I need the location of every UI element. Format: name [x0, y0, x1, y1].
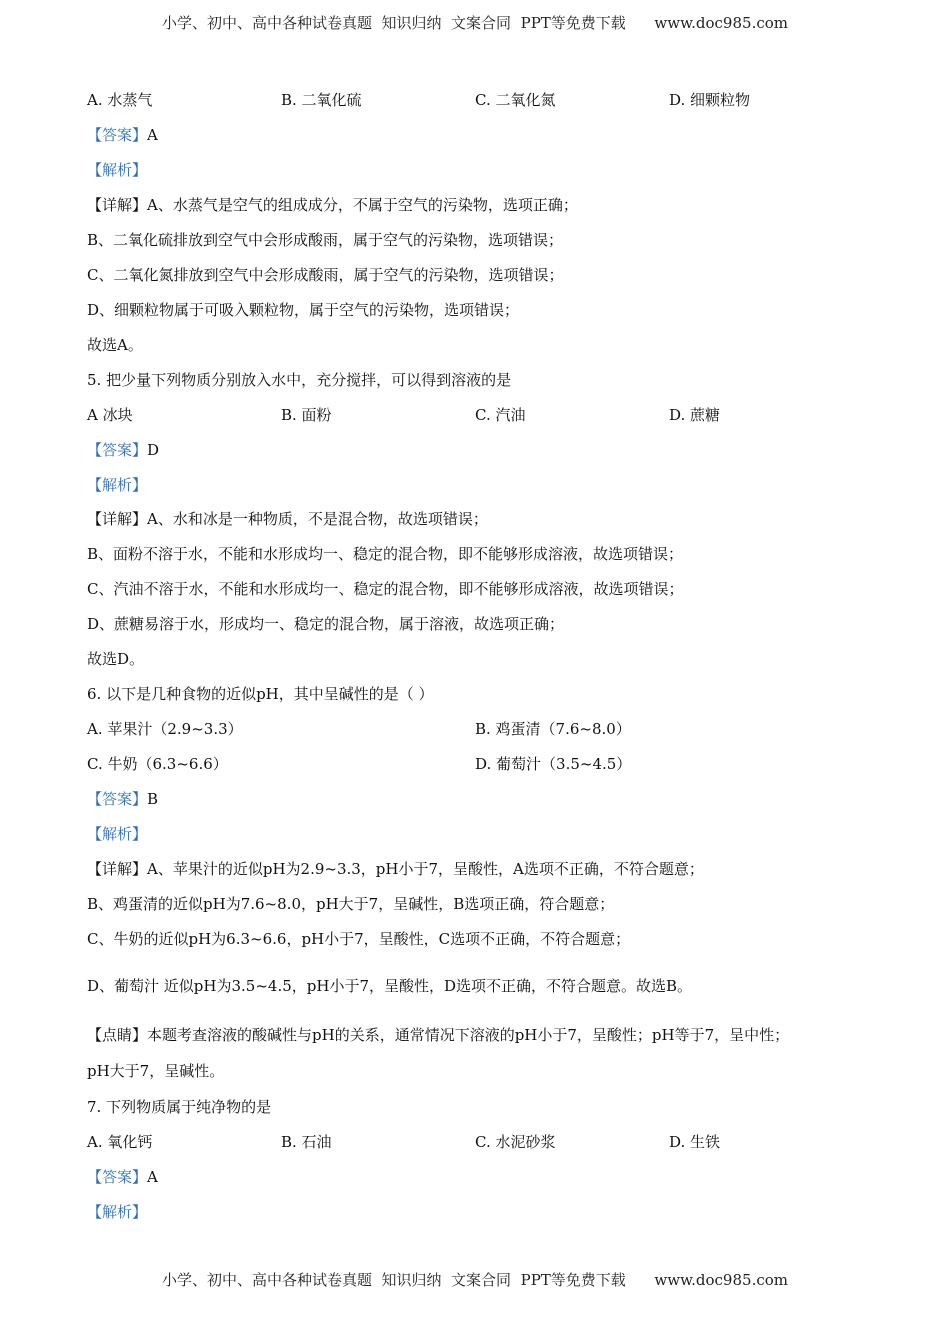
- q7-option-d: D. 生铁: [669, 1133, 721, 1151]
- page-footer: 小学、初中、高中各种试卷真题 知识归纳 文案合同 PPT等免费下载 www.doc985.com: [161, 1271, 788, 1289]
- q4-detail-line: D、细颗粒物属于可吸入颗粒物，属于空气的污染物，选项错误；: [87, 301, 520, 319]
- answer-tag: 【答案】: [87, 441, 148, 459]
- q6-option-d: D. 葡萄汁（3.5~4.5）: [475, 755, 632, 773]
- q5-option-a: A 冰块: [87, 406, 133, 424]
- q4-option-b: B. 二氧化硫: [281, 91, 362, 109]
- q6-analysis-tag: 【解析】: [87, 825, 148, 843]
- q7-option-a: A. 氧化钙: [87, 1133, 153, 1151]
- answer-value: A: [147, 1168, 158, 1186]
- q5-detail-line: C、汽油不溶于水，不能和水形成均一、稳定的混合物，即不能够形成溶液，故选项错误；: [87, 580, 684, 598]
- q4-detail-line: C、二氧化氮排放到空气中会形成酸雨，属于空气的污染物，选项错误；: [87, 266, 564, 284]
- q5-option-d: D. 蔗糖: [669, 406, 721, 424]
- answer-tag: 【答案】: [87, 790, 148, 808]
- q4-detail-line: B、二氧化硫排放到空气中会形成酸雨，属于空气的污染物，选项错误；: [87, 231, 564, 249]
- q4-detail-line: [87, 195, 578, 215]
- answer-tag: 【答案】: [87, 1168, 148, 1186]
- detail-tag: 【详解】: [87, 196, 148, 214]
- answer-value: D: [147, 441, 160, 459]
- q4-analysis-tag: 【解析】: [87, 161, 148, 179]
- q6-detail-line: B、鸡蛋清的近似pH为7.6~8.0，pH大于7，呈碱性，B选项正确，符合题意；: [87, 895, 615, 913]
- q4-detail-line: 故选A。: [87, 336, 143, 354]
- q5-stem: 5. 把少量下列物质分别放入水中，充分搅拌，可以得到溶液的是: [87, 371, 512, 389]
- detail-text: A、水蒸气是空气的组成成分，不属于空气的污染物，选项正确；: [147, 196, 578, 214]
- detail-text: A、水和冰是一种物质，不是混合物，故选项错误；: [147, 510, 488, 528]
- q7-option-c: C. 水泥砂浆: [475, 1133, 556, 1151]
- detail-tag: 【详解】: [87, 860, 148, 878]
- answer-tag: 【答案】: [87, 126, 148, 144]
- q5-detail-line: B、面粉不溶于水，不能和水形成均一、稳定的混合物，即不能够形成溶液，故选项错误；: [87, 545, 684, 563]
- q4-option-c: C. 二氧化氮: [475, 91, 556, 109]
- q6-comment: [87, 1025, 789, 1045]
- comment-tag: 【点睛】: [87, 1026, 148, 1044]
- comment-text: 本题考查溶液的酸碱性与pH的关系，通常情况下溶液的pH小于7，呈酸性；pH等于7，呈中性；: [147, 1026, 790, 1044]
- q5-option-c: C. 汽油: [475, 406, 526, 424]
- q7-analysis-tag: 【解析】: [87, 1203, 148, 1221]
- q5-detail-line: 故选D。: [87, 650, 145, 668]
- q4-option-d: D. 细颗粒物: [669, 91, 751, 109]
- q4-answer: [87, 125, 158, 145]
- q5-detail-line: [87, 509, 488, 529]
- q4-option-a: A. 水蒸气: [87, 91, 153, 109]
- q7-option-b: B. 石油: [281, 1133, 332, 1151]
- q5-analysis-tag: 【解析】: [87, 476, 148, 494]
- q6-option-b: B. 鸡蛋清（7.6~8.0）: [475, 720, 631, 738]
- q6-detail-line: D、葡萄汁 近似pH为3.5~4.5，pH小于7，呈酸性，D选项不正确，不符合题意。故选B。: [87, 977, 693, 995]
- q5-detail-line: D、蔗糖易溶于水，形成均一、稳定的混合物，属于溶液，故选项正确；: [87, 615, 565, 633]
- q6-answer: [87, 789, 158, 809]
- page-header: 小学、初中、高中各种试卷真题 知识归纳 文案合同 PPT等免费下载 www.doc985.com: [161, 14, 788, 32]
- q7-answer: [87, 1167, 158, 1187]
- q6-comment-line: pH大于7，呈碱性。: [87, 1062, 225, 1080]
- q6-stem: 6. 以下是几种食物的近似pH，其中呈碱性的是（ ）: [87, 685, 434, 703]
- q6-option-a: A. 苹果汁（2.9~3.3）: [87, 720, 243, 738]
- q6-detail-line: [87, 859, 704, 879]
- answer-value: A: [147, 126, 158, 144]
- detail-tag: 【详解】: [87, 510, 148, 528]
- q7-stem: 7. 下列物质属于纯净物的是: [87, 1098, 272, 1116]
- q5-answer: [87, 440, 159, 460]
- q6-detail-line: C、牛奶的近似pH为6.3~6.6，pH小于7，呈酸性，C选项不正确，不符合题意；: [87, 930, 631, 948]
- detail-text: A、苹果汁的近似pH为2.9~3.3，pH小于7，呈酸性，A选项不正确，不符合题意；: [147, 860, 704, 878]
- q6-option-c: C. 牛奶（6.3~6.6）: [87, 755, 228, 773]
- answer-value: B: [147, 790, 159, 808]
- q5-option-b: B. 面粉: [281, 406, 332, 424]
